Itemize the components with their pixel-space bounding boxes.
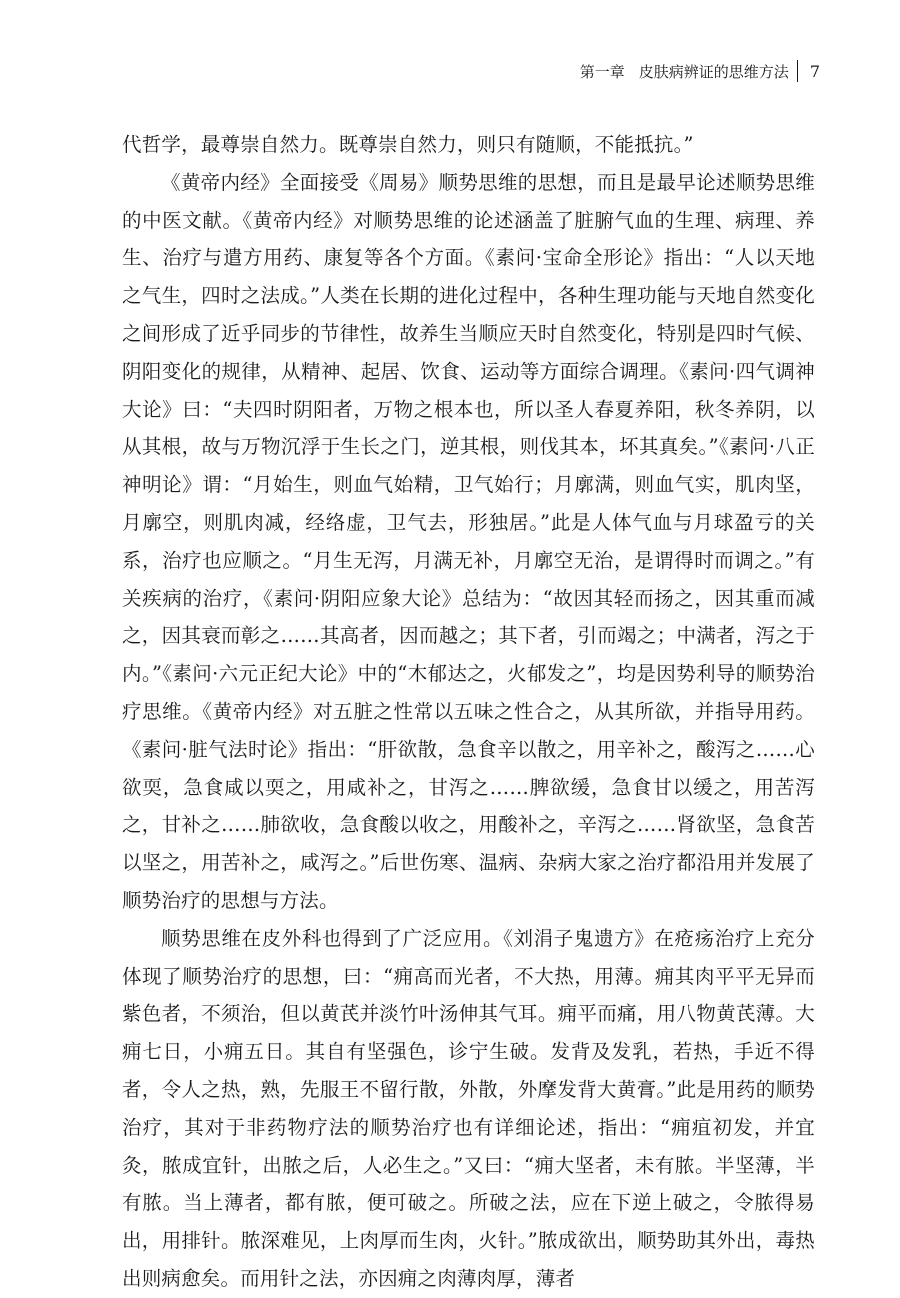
paragraph-continued: 代哲学，最尊崇自然力。既尊崇自然力，则只有随顺，不能抵抗。” [122, 133, 694, 156]
chapter-title: 皮肤病辨证的思维方法 [638, 62, 789, 81]
page-number: 7 [809, 61, 820, 81]
chapter-label: 第一章 [579, 62, 625, 81]
running-header [580, 58, 820, 84]
body-text [122, 126, 815, 1298]
paragraph-neijing: 《黄帝内经》全面接受《周易》顺势思维的思想，而且是最早论述顺势思维的中医文献。《黄帝内经》对顺势思维的论述涵盖了脏腑气血的生理、病理、养生、治疗与遣方用药、康复等各个方面。《素问·宝命全形论》指出：“人以天地之气生，四时之法成。”人类在长期的进化过程中，各种生理功能与天地自然变化之间形成了近乎同步的节律性，故养生当顺应天时自然变化，特别是四时气候、阴阳变化的规律，从精神、起居、饮食、运动等方面综合调理。《素问·四气调神大论》曰：“夫四时阴阳者，万物之根本也，所以圣人春夏养阳，秋冬养阴，以从其根，故与万物沉浮于生长之门，逆其根，则伐其本，坏其真矣。”《素问·八正神明论》谓：“月始生，则血气始精，卫气始行；月廓满，则血气实，肌肉坚，月廓空，则肌肉减，经络虚，卫气去，形独居。”此是人体气血与月球盈亏的关系，治疗也应顺之。“月生无泻，月满无补，月廓空无治，是谓得时而调之。”有关疾病的治疗，《素问·阴阳应象大论》总结为：“故因其轻而扬之，因其重而减之，因其衰而彰之……其高者，因而越之；其下者，引而竭之；中满者，泻之于内。”《素问·六元正纪大论》中的“木郁达之，火郁发之”，均是因势利导的顺势治疗思维。《黄帝内经》对五脏之性常以五味之性合之，从其所欲，并指导用药。《素问·脏气法时论》指出：“肝欲散，急食辛以散之，用辛补之，酸泻之……心欲耎，急食咸以耎之，用咸补之，甘泻之……脾欲缓，急食甘以缓之，用苦泻之，甘补之……肺欲收，急食酸以收之，用酸补之，辛泻之……肾欲坚，急食苦以坚之，用苦补之，咸泻之。”后世伤寒、温病、杂病大家之治疗都沿用并发展了顺势治疗的思想与方法。 [122, 170, 815, 912]
header-divider [797, 60, 798, 82]
paragraph-dermatology: 顺势思维在皮外科也得到了广泛应用。《刘涓子鬼遗方》在疮疡治疗上充分体现了顺势治疗的思想，曰：“痈高而光者，不大热，用薄。痈其肉平平无异而紫色者，不须治，但以黄芪并淡竹叶汤伸其气耳。痈平而痛，用八物黄芪薄。大痈七日，小痈五日。其自有坚强色，诊宁生破。发背及发乳，若热，手近不得者，令人之热，熟，先服王不留行散，外散，外摩发背大黄膏。”此是用药的顺势治疗，其对于非药物疗法的顺势治疗也有详细论述，指出：“痈疽初发，并宜灸，脓成宜针，出脓之后，人必生之。”又曰：“痈大坚者，未有脓。半坚薄，半有脓。当上薄者，都有脓，便可破之。所破之法，应在下逆上破之，令脓得易出，用排针。脓深难见，上肉厚而生肉，火针。”脓成欲出，顺势助其外出，毒热出则病愈矣。而用针之法，亦因痈之肉薄肉厚，薄者 [122, 926, 815, 1290]
